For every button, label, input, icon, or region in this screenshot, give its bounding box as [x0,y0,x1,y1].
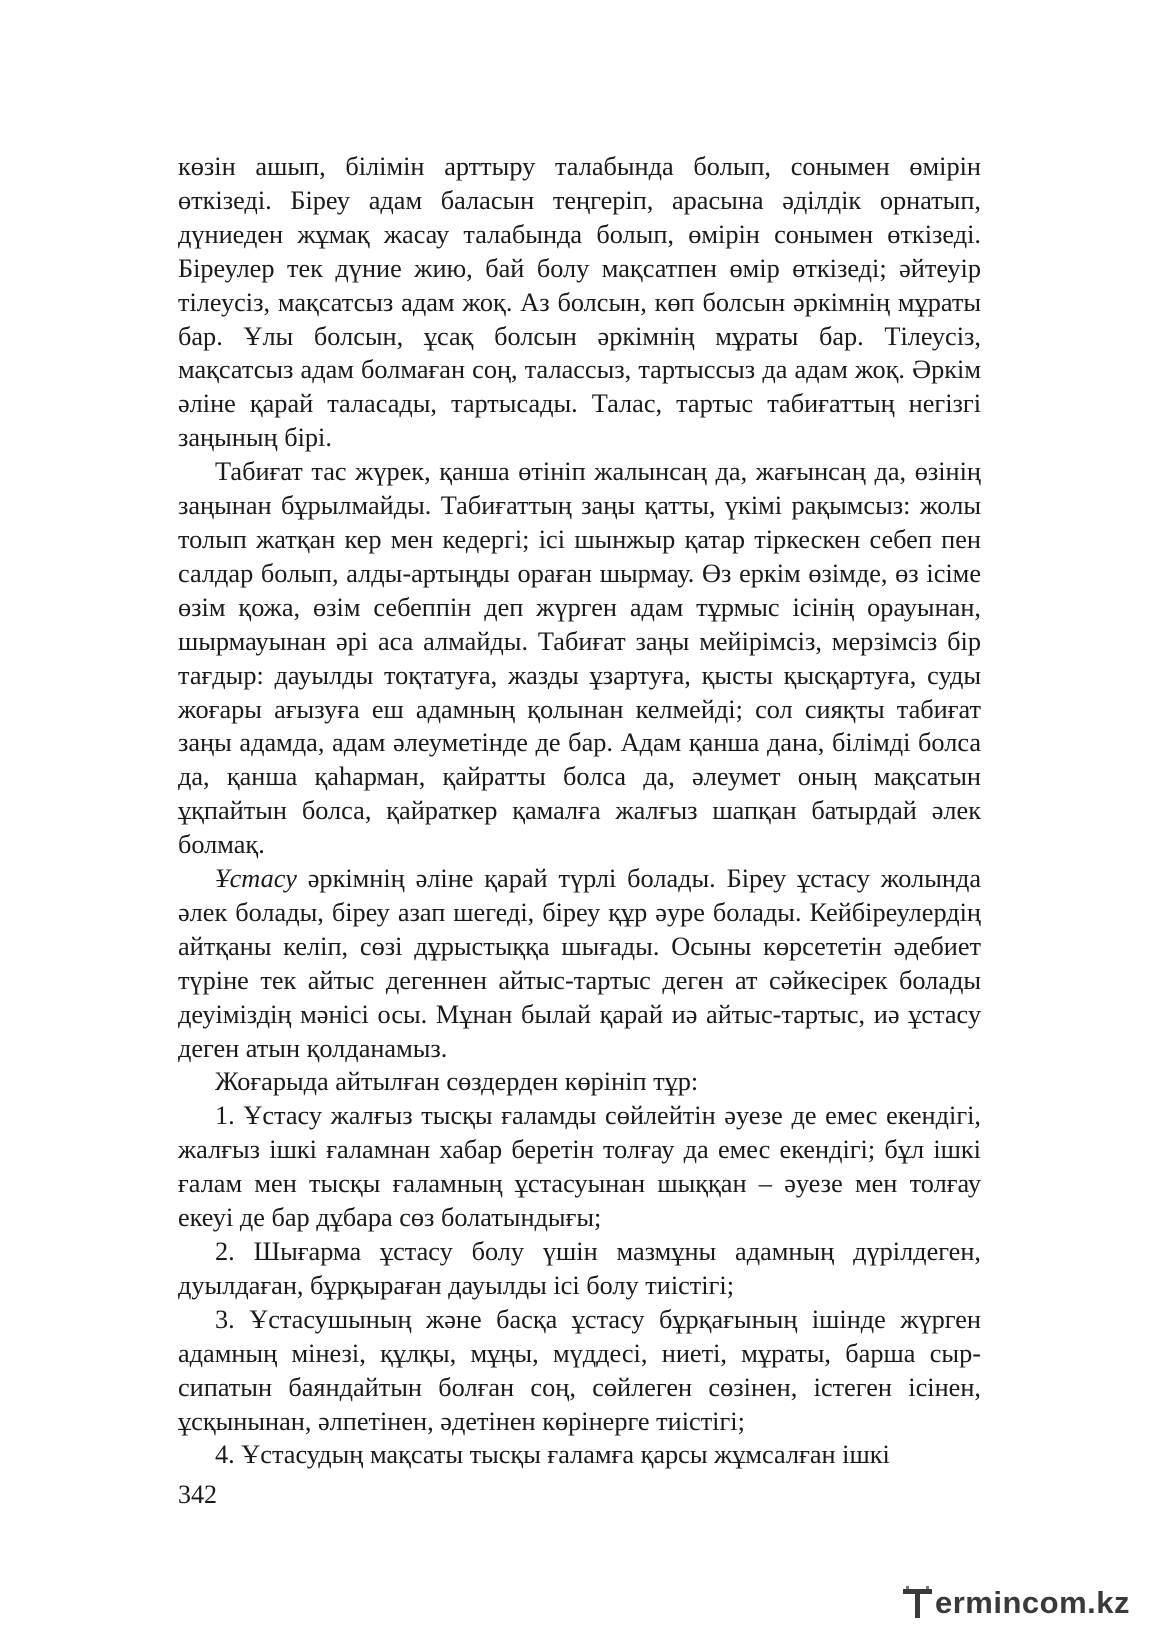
italic-term: Ұстасу [215,864,297,894]
paragraph-2: Табиғат тас жүрек, қанша өтініп жалынсаң да, жағынсаң да, өзінің заңынан бұрылмайды. Табиғаттың заңы қатты, үкімі рақымсыз: жолы толып жатқан кер мен кедергі; ісі шынжыр қатар тіркескен себеп пен салдар болып, алды-артыңды ораған шырмау. Өз еркім өзімде, өз ісіме өзім қожа, өзім себеппін деп жүрген адам тұрмыс ісінің орауынан, шырмауынан әрі аса алмайды. Табиғат заңы мейірімсіз, мерзімсіз бір тағдыр: дауылды тоқтатуға, жазды ұзартуға, қысты қысқартуға, суды жоғары ағызуға еш адамның қолынан келмейді; сол сияқты табиғат заңы адамда, адам әлеуметінде де бар. Адам қанша дана, білімді болса да, қанша қаһарман, қайратты болса да, әлеумет оның мақсатын ұқпайтын болса, қайраткер қамалға жалғыз шапқан батырдай әлек болмақ. [178,457,981,860]
list-item-4: 4. Ұстасудың мақсаты тысқы ғаламға қарсы жұмсалған ішкі [215,1440,890,1470]
page-number: 342 [178,1480,217,1509]
paragraph-4: Жоғарыда айтылған сөздерден көрініп тұр: [215,1067,699,1097]
terminology-t-logo-icon [903,1586,933,1620]
list-item-3: 3. Ұстасушының және басқа ұстасу бұрқағының ішінде жүрген адамның мінезі, құлқы, мұңы, мүддесі, ниеті, мұраты, барша сыр-сипатын баяндайтын болған соң, сөйлеген сөзінен, істеген ісінен, ұсқынынан, әлпетінен, әдетінен көрінерге тиістігі; [178,1304,981,1436]
list-item-2: 2. Шығарма ұстасу болу үшін мазмұны адамның дүрілдеген, дуылдаған, бұрқыраған дауылды ісі болу тиістігі; [178,1237,981,1300]
page-body-text [178,150,981,1472]
watermark-text: ermincom.kz [934,1585,1130,1620]
paragraph-3 [178,862,981,1065]
paragraph-1: көзін ашып, білімін арттыру талабында болып, сонымен өмірін өткізеді. Біреу адам баласын теңгеріп, арасына әділдік орнатып, дүниеден жұмақ жасау талабында болып, өмірін сонымен өткізеді. Біреулер тек дүние жию, бай болу мақсатпен өмір өткізеді; әйтеуір тілеусіз, мақсатсыз адам жоқ. Аз болсын, көп болсын әркімнің мұраты бар. Ұлы болсын, ұсақ болсын әркімнің мұраты бар. Тілеусіз, мақсатсыз адам болмаған соң, талассыз, тартыссыз да адам жоқ. Әркім әліне қарай таласады, тартысады. Талас, тартыс табиғаттың негізгі заңының бірі. [178,152,981,453]
list-item-1: 1. Ұстасу жалғыз тысқы ғаламды сөйлейтін әуезе де емес екендігі, жалғыз ішкі ғаламнан хабар беретін толғау да емес екендігі; бұл ішкі ғалам мен тысқы ғаламның ұстасуынан шыққан – әуезе мен толғау екеуі де бар дұбара сөз болатындығы; [178,1101,981,1233]
watermark [903,1583,1130,1623]
paragraph-3-body: әркімнің әліне қарай түрлі болады. Біреу ұстасу жолында әлек болады, біреу азап шегеді, біреу құр әуре болады. Кейбіреулердің айтқаны келіп, сөзі дұрыстыққа шығады. Осыны көрсететін әдебиет түріне тек айтыс дегеннен айтыс-тартыс деген ат сәйкесірек болады деуіміздің мәнісі осы. Мұнан былай қарай иә айтыс-тартыс, иә ұстасу деген атын қолданамыз. [178,864,981,1063]
